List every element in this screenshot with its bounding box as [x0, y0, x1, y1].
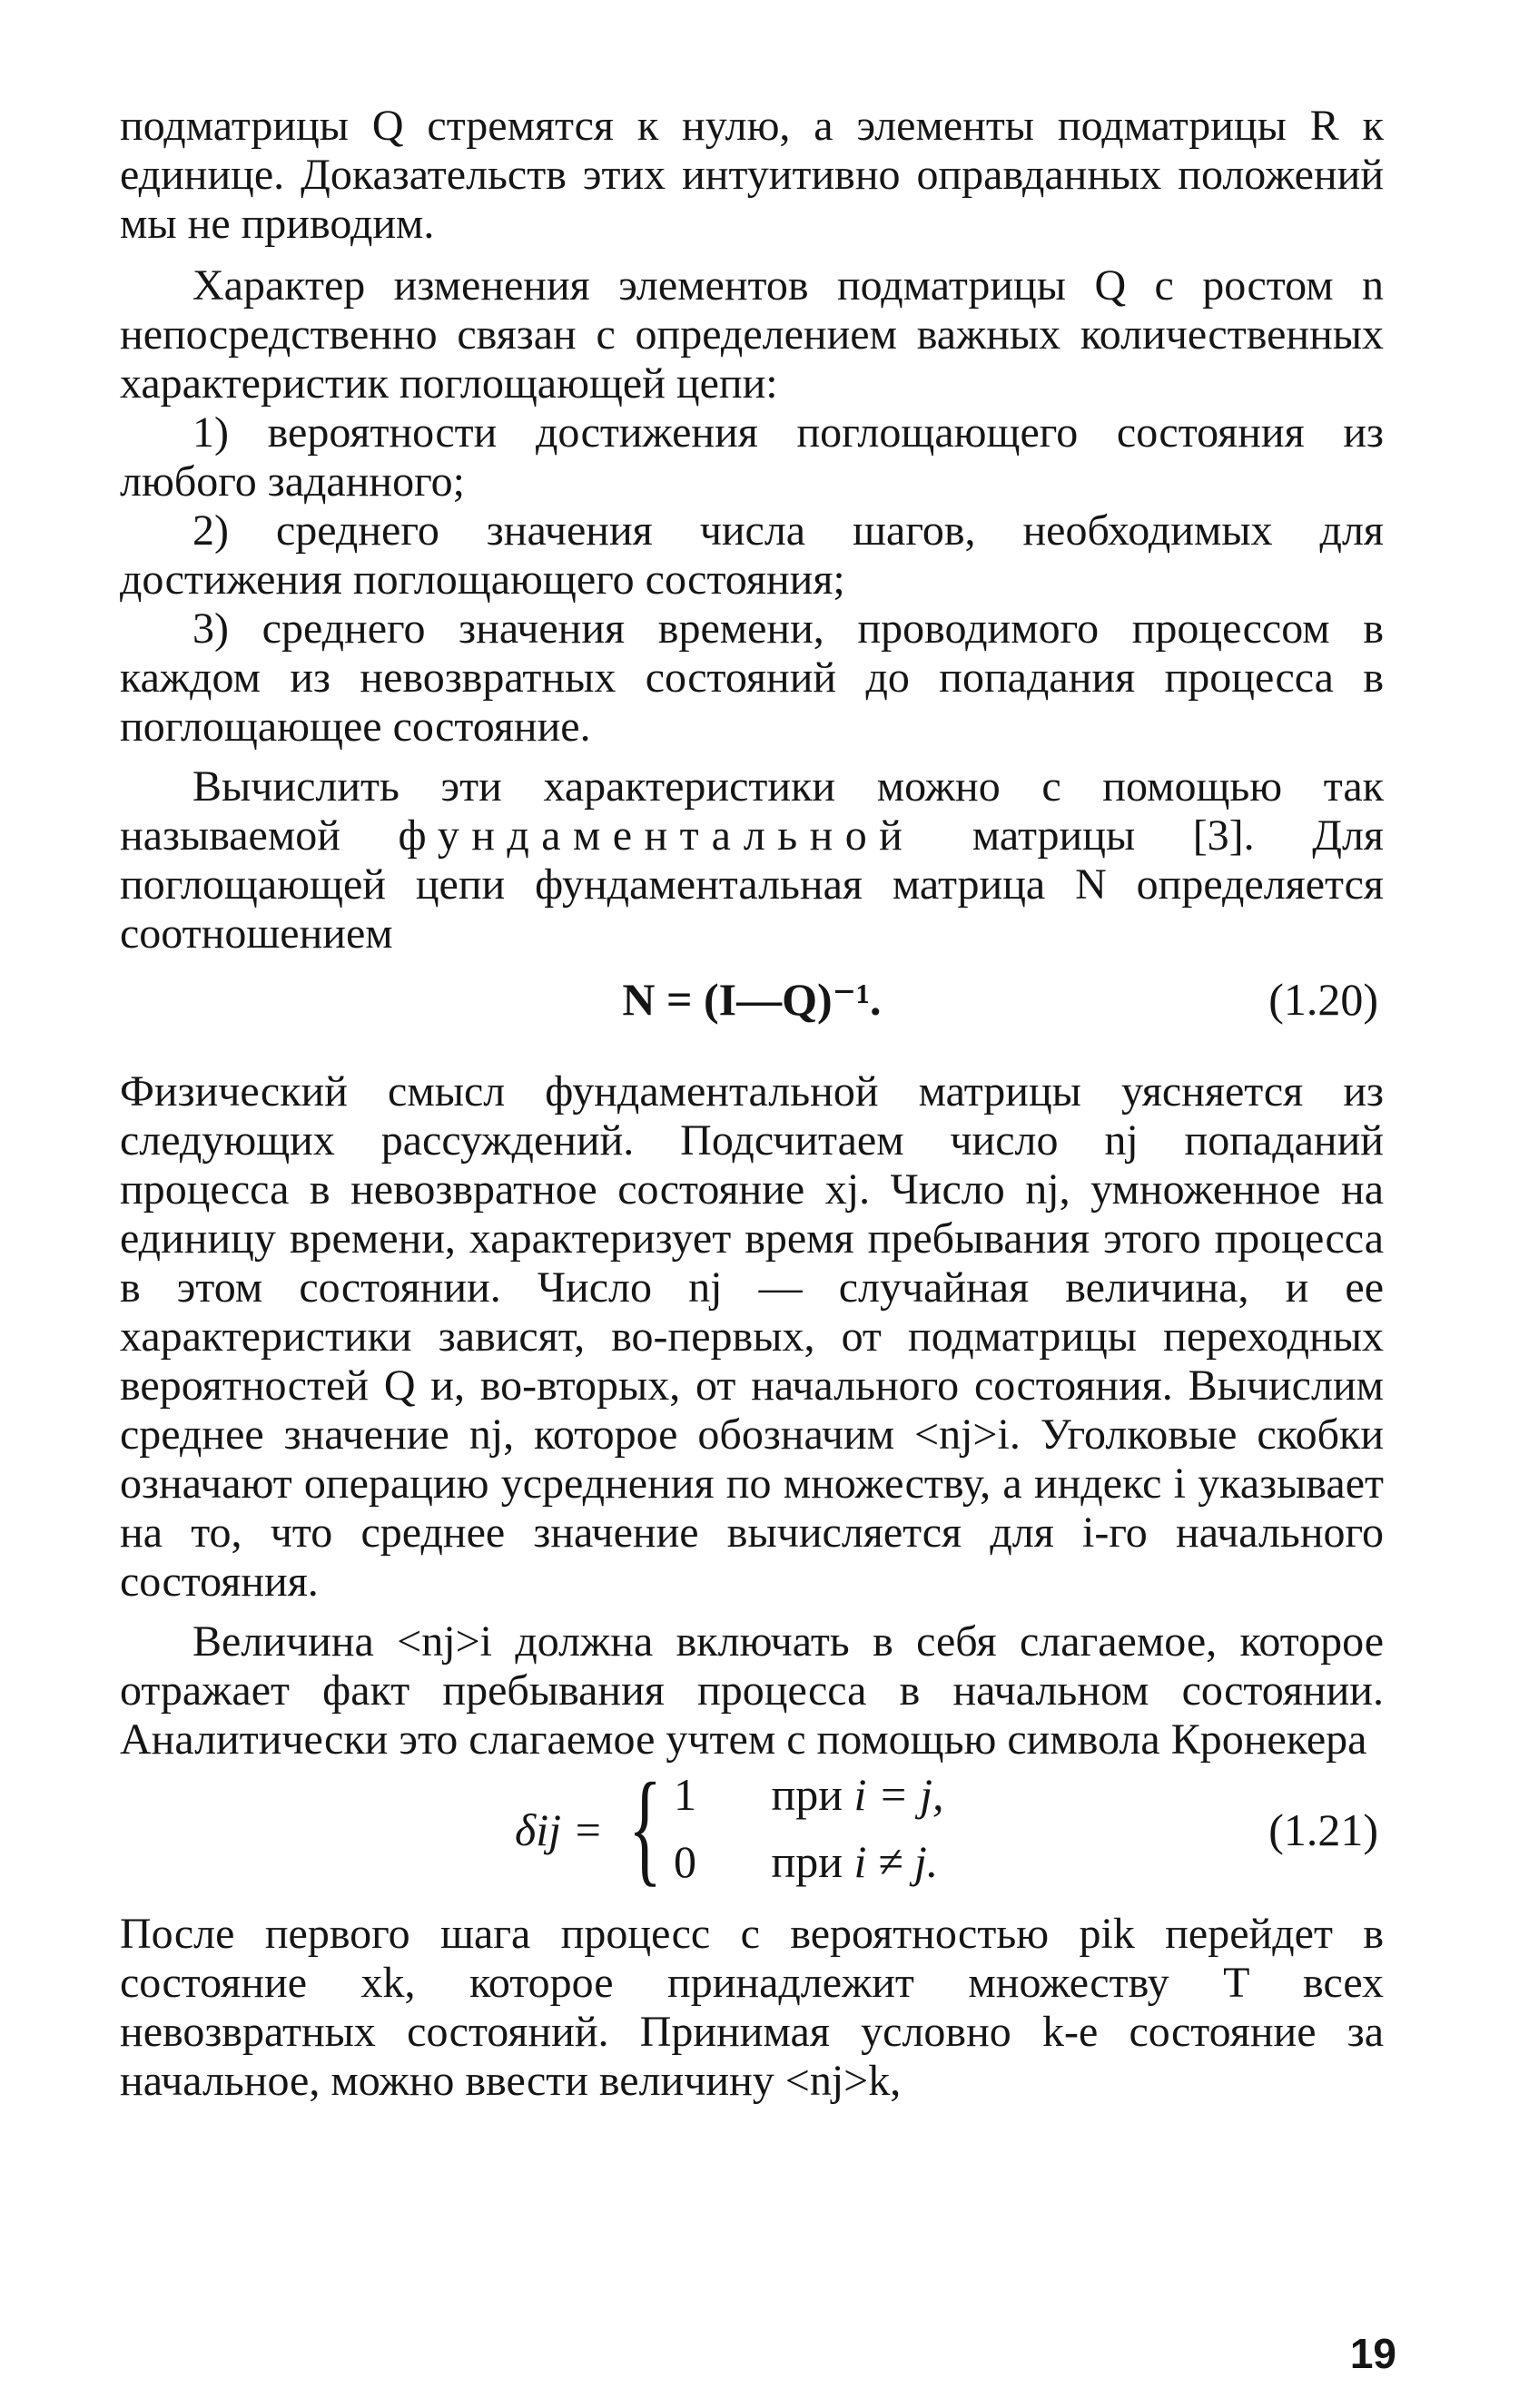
- case-not-equal: [674, 1837, 938, 1886]
- list-item-3: 3) среднего значения времени, проводимого процессом в каждом из невозвратных состояний до попадания процесса в поглощающее состояние.: [120, 604, 1384, 751]
- case-equal-value: 1: [674, 1769, 696, 1820]
- equation-1-21: [120, 1757, 1384, 1910]
- paragraph-fundamental-matrix: [120, 762, 1384, 958]
- paragraph-kronecker: Величина <nj>i должна включать в себя слагаемое, которое отражает факт пребывания процесса в начальном состоянии. Аналитически это слагаемое учтем с помощью символа Кронекера: [120, 1617, 1384, 1764]
- equation-number: (1.21): [1268, 1804, 1378, 1855]
- case-not-equal-value: 0: [674, 1836, 696, 1887]
- equation-formula: N = (I—Q)⁻¹.: [622, 974, 882, 1025]
- paragraph-characteristics-intro: Характер изменения элементов подматрицы Q с ростом n непосредственно связан с определением важных количественных характеристик поглощающей цепи:: [120, 261, 1384, 408]
- paragraph-continuation: подматрицы Q стремятся к нулю, а элементы подматрицы R к единице. Доказательств этих интуитивно оправданных положений мы не приводим.: [120, 102, 1384, 248]
- equation-1-20: [120, 958, 1384, 1067]
- fundamental-term: фундаментальной: [398, 811, 915, 860]
- text-column: [120, 102, 1384, 2106]
- case-equal-relation: i = j,: [853, 1769, 944, 1820]
- equation-number: (1.20): [1268, 974, 1378, 1025]
- curly-brace-icon: {: [628, 1757, 662, 1898]
- case-not-equal-word: при: [771, 1836, 843, 1887]
- case-equal: [674, 1770, 944, 1819]
- list-item-2: 2) среднего значения числа шагов, необходимых для достижения поглощающего состояния;: [120, 506, 1384, 604]
- case-equal-word: при: [771, 1769, 843, 1820]
- kronecker-delta-lhs: δij =: [515, 1804, 604, 1855]
- page-number: 19: [1349, 2330, 1396, 2377]
- fundamental-rest-text: матрицы [3]. Для поглощающей цепи фундаментальная матрица N определяется соотношением: [120, 811, 1384, 958]
- paragraph-physical-meaning: Физический смысл фундаментальной матрицы уясняется из следующих рассуждений. Подсчитаем число nj попаданий процесса в невозвратное состояние xj. Число nj, умноженное на единицу времени, характеризует время пребывания этого процесса в этом состоянии. Число nj — случайная величина, и ее характеристики зависят, во-первых, от подматрицы переходных вероятностей Q и, во-вторых, от начального состояния. Вычислим среднее значение nj, которое обозначим <nj>i. Уголковые скобки означают операцию усреднения по множеству, а индекс i указывает на то, что среднее значение вычисляется для i-го начального состояния.: [120, 1067, 1384, 1606]
- fundamental-intro-text: Вычислить эти характеристики можно с помощью так называемой: [120, 762, 1384, 860]
- list-item-1: 1) вероятности достижения поглощающего состояния из любого заданного;: [120, 408, 1384, 506]
- case-not-equal-relation: i ≠ j.: [853, 1836, 939, 1887]
- paragraph-first-step: После первого шага процесс с вероятностью pik перейдет в состояние xk, которое принадлежит множеству T всех невозвратных состояний. Принимая условно k-е состояние за начальное, можно ввести величину <nj>k,: [120, 1910, 1384, 2105]
